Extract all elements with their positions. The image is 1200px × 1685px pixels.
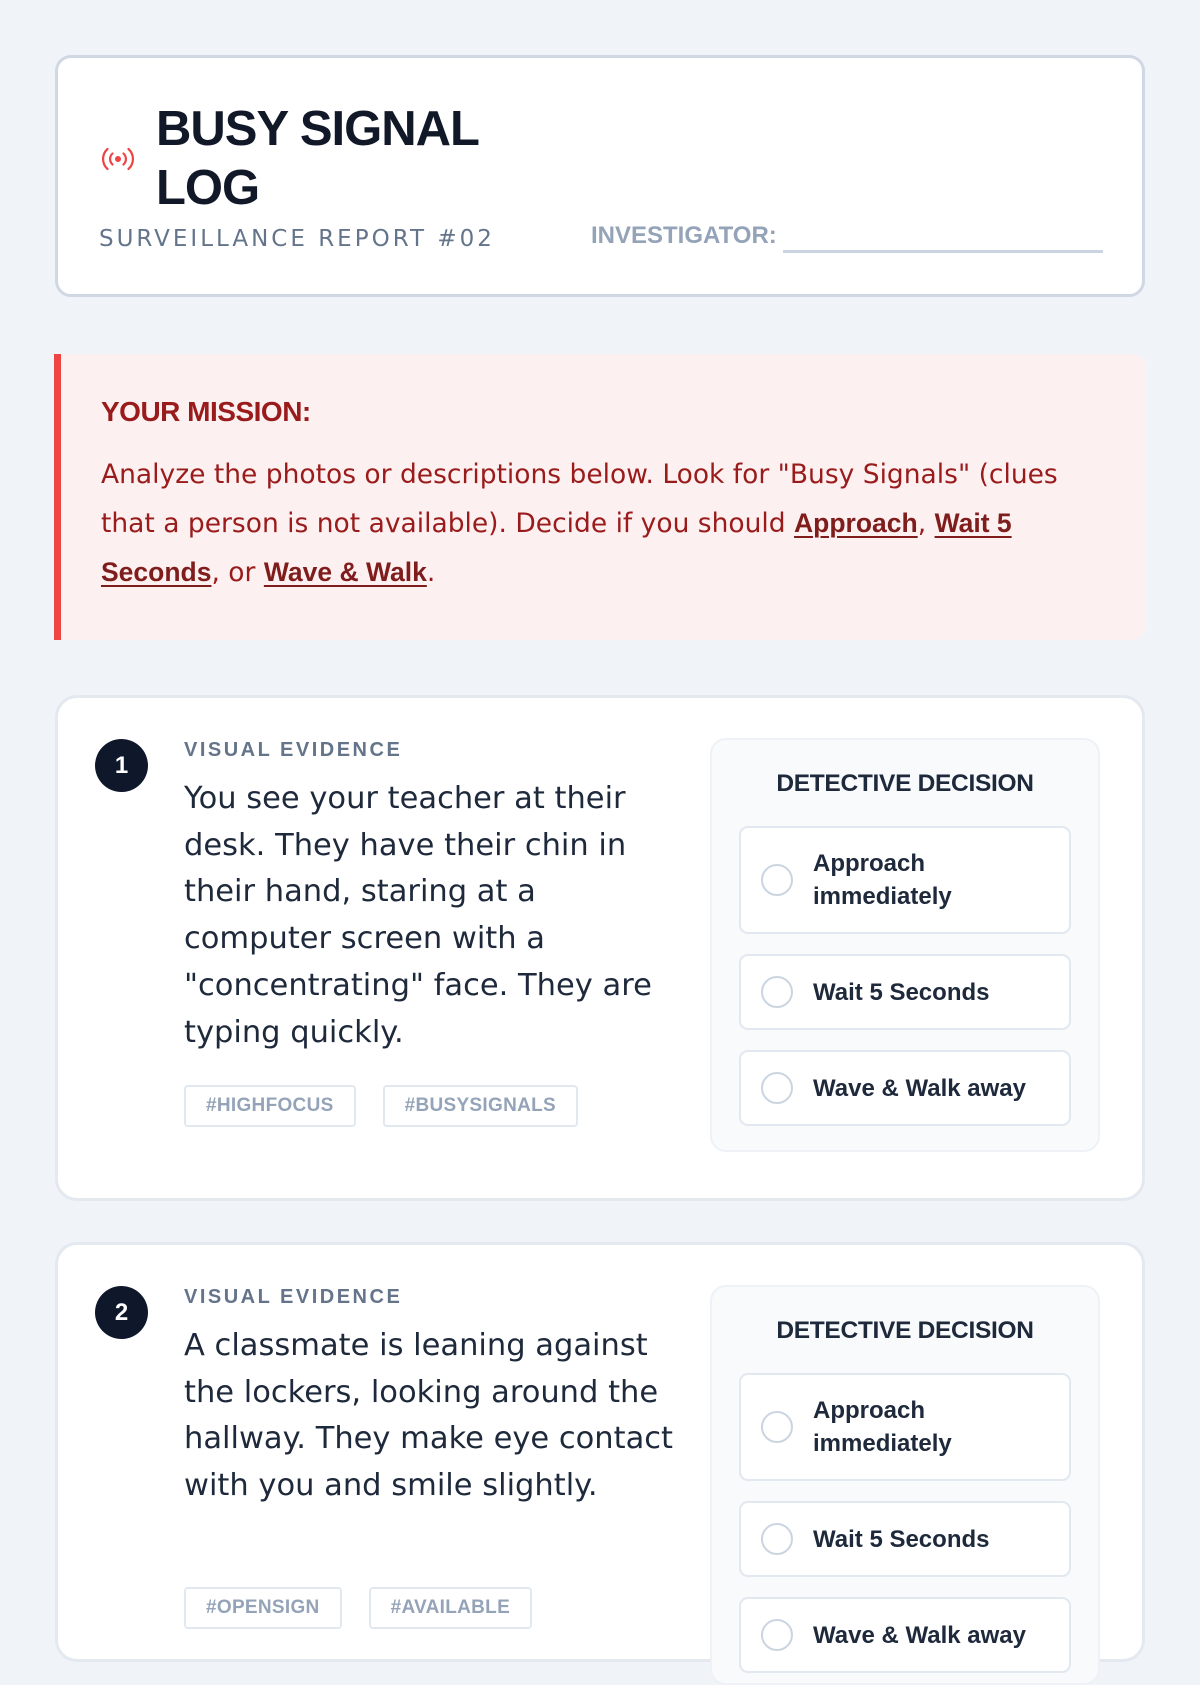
radio-button[interactable] bbox=[761, 1619, 793, 1651]
radio-button[interactable] bbox=[761, 1411, 793, 1443]
tag: #BUSYSIGNALS bbox=[383, 1085, 578, 1127]
choice-label: Approach immediately bbox=[813, 850, 952, 910]
case-number-badge: 1 bbox=[95, 739, 148, 792]
mission-intro: Analyze the photos or descriptions below. Look for "Busy Signals" (clues that a person is not available). Decide if you should bbox=[101, 459, 1058, 539]
mission-separator: , bbox=[917, 508, 935, 539]
choice-wave[interactable] bbox=[739, 1597, 1071, 1673]
page-title: BUSY SIGNAL LOG bbox=[156, 102, 479, 215]
radio-button[interactable] bbox=[761, 1072, 793, 1104]
choice-approach[interactable] bbox=[739, 1373, 1071, 1481]
mission-option-approach: Approach bbox=[794, 508, 918, 538]
decision-panel bbox=[710, 738, 1100, 1152]
choice-label: Wave & Walk away bbox=[813, 1621, 1026, 1649]
tag: #OPENSIGN bbox=[184, 1587, 342, 1629]
radio-button[interactable] bbox=[761, 976, 793, 1008]
choice-wait[interactable] bbox=[739, 954, 1071, 1030]
decision-title: DETECTIVE DECISION bbox=[776, 770, 1034, 797]
evidence-card bbox=[55, 1242, 1145, 1662]
header-card bbox=[55, 55, 1145, 297]
choice-approach[interactable] bbox=[739, 826, 1071, 934]
decision-panel bbox=[710, 1285, 1100, 1685]
tag: #HIGHFOCUS bbox=[184, 1085, 356, 1127]
case-number-badge: 2 bbox=[95, 1286, 148, 1339]
decision-choices bbox=[712, 826, 1098, 1126]
choice-wait[interactable] bbox=[739, 1501, 1071, 1577]
investigator-name-field[interactable] bbox=[783, 250, 1103, 253]
tag: #AVAILABLE bbox=[369, 1587, 532, 1629]
mission-option-wave: Wave & Walk bbox=[263, 557, 427, 587]
signal-broadcast-icon bbox=[98, 139, 138, 179]
choice-label: Wait 5 Seconds bbox=[813, 978, 990, 1006]
evidence-card bbox=[55, 695, 1145, 1201]
choice-label: Wait 5 Seconds bbox=[813, 1525, 990, 1553]
choice-wave[interactable] bbox=[739, 1050, 1071, 1126]
evidence-label: VISUAL EVIDENCE bbox=[184, 1286, 403, 1308]
report-id: SURVEILLANCE REPORT #02 bbox=[99, 226, 495, 252]
choice-label: Approach immediately bbox=[813, 1397, 952, 1457]
mission-option-wait: Wait 5 Seconds bbox=[101, 508, 1012, 587]
title-row bbox=[98, 100, 516, 218]
mission-title: YOUR MISSION: bbox=[101, 396, 311, 427]
tag-list bbox=[184, 1085, 578, 1127]
evidence-description: A classmate is leaning against the lockers, looking around the hallway. They make eye contact with you and smile slightly. bbox=[184, 1328, 674, 1504]
tag-list bbox=[184, 1587, 532, 1629]
choice-label: Wave & Walk away bbox=[813, 1074, 1026, 1102]
mission-box bbox=[54, 354, 1146, 640]
evidence-description: You see your teacher at their desk. They have their chin in their hand, staring at a computer screen with a "concentrating" face. They are typing quickly. bbox=[184, 781, 652, 1050]
mission-separator: , or bbox=[211, 557, 264, 588]
decision-title: DETECTIVE DECISION bbox=[776, 1317, 1034, 1344]
mission-end: . bbox=[426, 557, 436, 588]
radio-button[interactable] bbox=[761, 864, 793, 896]
radio-button[interactable] bbox=[761, 1523, 793, 1555]
decision-choices bbox=[712, 1373, 1098, 1673]
investigator-label: INVESTIGATOR: bbox=[591, 222, 777, 249]
evidence-label: VISUAL EVIDENCE bbox=[184, 739, 403, 761]
mission-text bbox=[101, 450, 1106, 597]
